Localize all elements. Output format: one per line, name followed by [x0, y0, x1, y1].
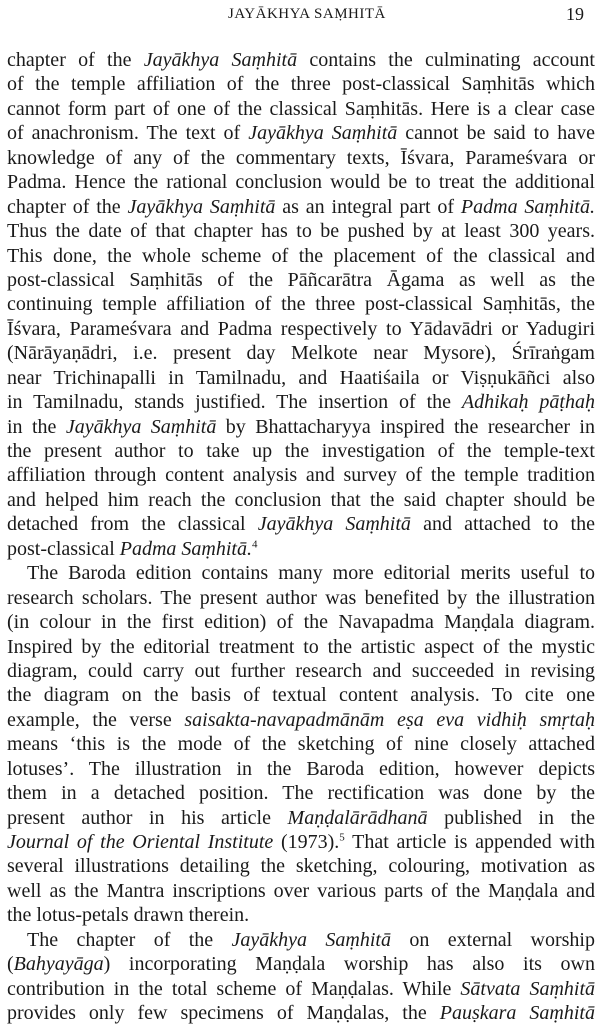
paragraph — [7, 928, 595, 1026]
text-line — [7, 170, 595, 194]
paragraph — [7, 561, 595, 928]
text-line — [7, 268, 595, 292]
text-line — [7, 757, 595, 781]
italic-text: Padma Saṃhitā. — [119, 537, 252, 560]
text-run: chapter of the — [7, 49, 144, 71]
italic-text: saisakta-navapadmānām eṣa eva vidhiḥ smṛtaḥ — [184, 708, 596, 731]
text-run: cannot form part of one of the classical Saṃhitās. Here is a clear case — [7, 97, 595, 120]
text-line — [7, 390, 595, 414]
text-run: means ‘this is the mode of the sketching of nine closely attached — [7, 733, 595, 756]
text-run: continuing temple affiliation of the three post-classical Saṃhitās, the — [7, 293, 595, 316]
text-line — [7, 781, 595, 805]
text-run: Inspired by the editorial treatment to the artistic aspect of the mystic — [7, 635, 595, 658]
text-run: of anachronism. The text of — [7, 122, 249, 145]
running-title: JAYĀKHYA SAṂHITĀ — [228, 6, 386, 22]
text-run: in Tamilnadu, stands justified. The insertion of the — [7, 391, 462, 414]
text-run: present author in his article — [7, 806, 288, 829]
italic-text: Maṇḍalārādhanā — [287, 806, 428, 829]
text-line — [7, 683, 595, 707]
text-run: ) incorporating Maṇḍala worship has also its own — [103, 953, 595, 976]
text-run: (Nārāyaṇādri, i.e. present day Melkote near Mysore), Śrīraṅgam — [7, 342, 595, 365]
text-run: by Bhattacharyya inspired the researcher in — [216, 415, 595, 438]
text-line — [7, 219, 595, 243]
text-line — [7, 830, 595, 854]
text-line — [7, 903, 595, 927]
italic-text: Journal of the Oriental Institute — [7, 831, 274, 853]
text-line — [7, 512, 595, 536]
text-run: Īśvara, Parameśvara and Padma respectively to Yādavādri or Yadugiri — [7, 317, 595, 340]
text-run: post-classical — [7, 537, 120, 560]
italic-text: Jayākhya Saṃhitā — [248, 122, 398, 145]
text-line — [7, 48, 595, 72]
text-line — [7, 146, 595, 170]
text-line — [7, 97, 595, 121]
text-run: The chapter of the — [27, 928, 232, 951]
paragraph — [7, 48, 595, 561]
italic-text: Jayākhya Saṃhitā — [143, 49, 298, 71]
text-run: published in the — [427, 806, 595, 829]
text-line — [7, 732, 595, 756]
text-run: near Trichinapalli in Tamilnadu, and Haatiśaila or Viṣṇukāñci also — [7, 366, 595, 389]
text-line — [7, 1001, 595, 1025]
text-run: Thus the date of that chapter has to be pushed by at least 300 years. — [7, 220, 595, 243]
text-run: That article is appended with — [344, 831, 596, 853]
italic-text: Jayākhya Saṃhitā — [257, 513, 411, 536]
footnote-ref: 4 — [251, 538, 258, 551]
text-run: them in a detached position. The rectification was done by the — [7, 782, 595, 805]
text-line — [7, 659, 595, 683]
italic-text: Sātvata Saṃhitā — [460, 977, 595, 1000]
text-run: research scholars. The present author was benefited by the illustration — [7, 586, 595, 609]
text-line — [7, 292, 595, 316]
text-run: knowledge of any of the commentary texts, Īśvara, Parameśvara or — [7, 146, 595, 169]
text-run: the present author to take up the investigation of the temple-text — [7, 440, 595, 462]
text-line — [7, 195, 595, 219]
text-line — [7, 708, 595, 732]
text-line — [7, 439, 595, 463]
italic-text: Bahyayāga — [13, 953, 104, 976]
text-line — [7, 561, 595, 585]
text-run: and helped him reach the conclusion that the said chapter should be — [7, 488, 595, 511]
text-line — [7, 928, 595, 952]
page-number: 19 — [566, 4, 584, 24]
text-run: the diagram on the basis of textual content analysis. To cite one — [7, 684, 595, 707]
text-run: contribution in the total scheme of Maṇḍalas. While — [7, 977, 461, 1000]
text-line — [7, 121, 595, 145]
text-run: (in colour in the first edition) of the Navapadma Maṇḍala diagram. — [7, 611, 595, 634]
italic-text: Jayākhya Saṃhitā — [65, 415, 217, 438]
text-line — [7, 415, 595, 439]
text-line — [7, 366, 595, 390]
text-run: post-classical Saṃhitās of the Pāñcarātra Āgama as well as the — [7, 268, 595, 291]
text-line — [7, 72, 595, 96]
text-run: example, the verse — [7, 708, 185, 731]
text-run: contains the culminating account — [297, 49, 595, 71]
text-line — [7, 977, 595, 1001]
text-run: affiliation through content analysis and survey of the temple tradition — [7, 464, 595, 487]
italic-text: Adhikaḥ pāṭhaḥ — [461, 391, 595, 414]
text-run: and attached to the — [410, 513, 595, 536]
text-line — [7, 463, 595, 487]
text-line — [7, 317, 595, 341]
text-run: chapter of the — [7, 195, 128, 218]
text-run: Padma. Hence the rational conclusion would be to treat the additional — [7, 171, 595, 194]
italic-text: Pauṣkara Saṃhitā — [439, 1002, 595, 1025]
text-run: This done, the whole scheme of the placement of the classical and — [7, 244, 595, 267]
italic-text: Padma Saṃhitā. — [460, 195, 595, 218]
text-run: The Baroda edition contains many more editorial merits useful to — [27, 562, 595, 585]
text-run: cannot be said to have — [397, 122, 595, 145]
text-line — [7, 635, 595, 659]
text-run: lotuses’. The illustration in the Baroda edition, however depicts — [7, 757, 595, 780]
text-run: several illustrations detailing the sketching, colouring, motivation as — [7, 855, 595, 878]
text-run: provides only few specimens of Maṇḍalas, the — [7, 1002, 440, 1025]
text-line — [7, 879, 595, 903]
text-line — [7, 854, 595, 878]
text-run: on external worship — [391, 928, 595, 951]
text-run: detached from the classical — [7, 513, 258, 536]
text-line — [7, 610, 595, 634]
text-run: the lotus-petals drawn therein. — [7, 904, 250, 927]
text-run: well as the Mantra inscriptions over various parts of the Maṇḍala and — [7, 879, 595, 902]
text-run: (1973). — [273, 831, 340, 853]
text-line — [7, 341, 595, 365]
body-text — [7, 48, 595, 1026]
footnote-ref: 5 — [339, 831, 345, 844]
text-line — [7, 537, 595, 561]
italic-text: Jayākhya Saṃhitā — [231, 928, 391, 951]
text-line — [7, 952, 595, 976]
running-head — [0, 4, 600, 30]
text-run: in the — [7, 415, 66, 438]
text-run: ( — [7, 953, 14, 976]
text-line — [7, 586, 595, 610]
text-line — [7, 244, 595, 268]
italic-text: Jayākhya Saṃhitā — [127, 195, 276, 218]
text-line — [7, 488, 595, 512]
text-run: diagram, could carry out further research and succeeded in revising — [7, 659, 595, 682]
text-line — [7, 806, 595, 830]
text-run: of the temple affiliation of the three post-classical Saṃhitās which — [7, 73, 595, 96]
text-run: as an integral part of — [275, 195, 461, 218]
